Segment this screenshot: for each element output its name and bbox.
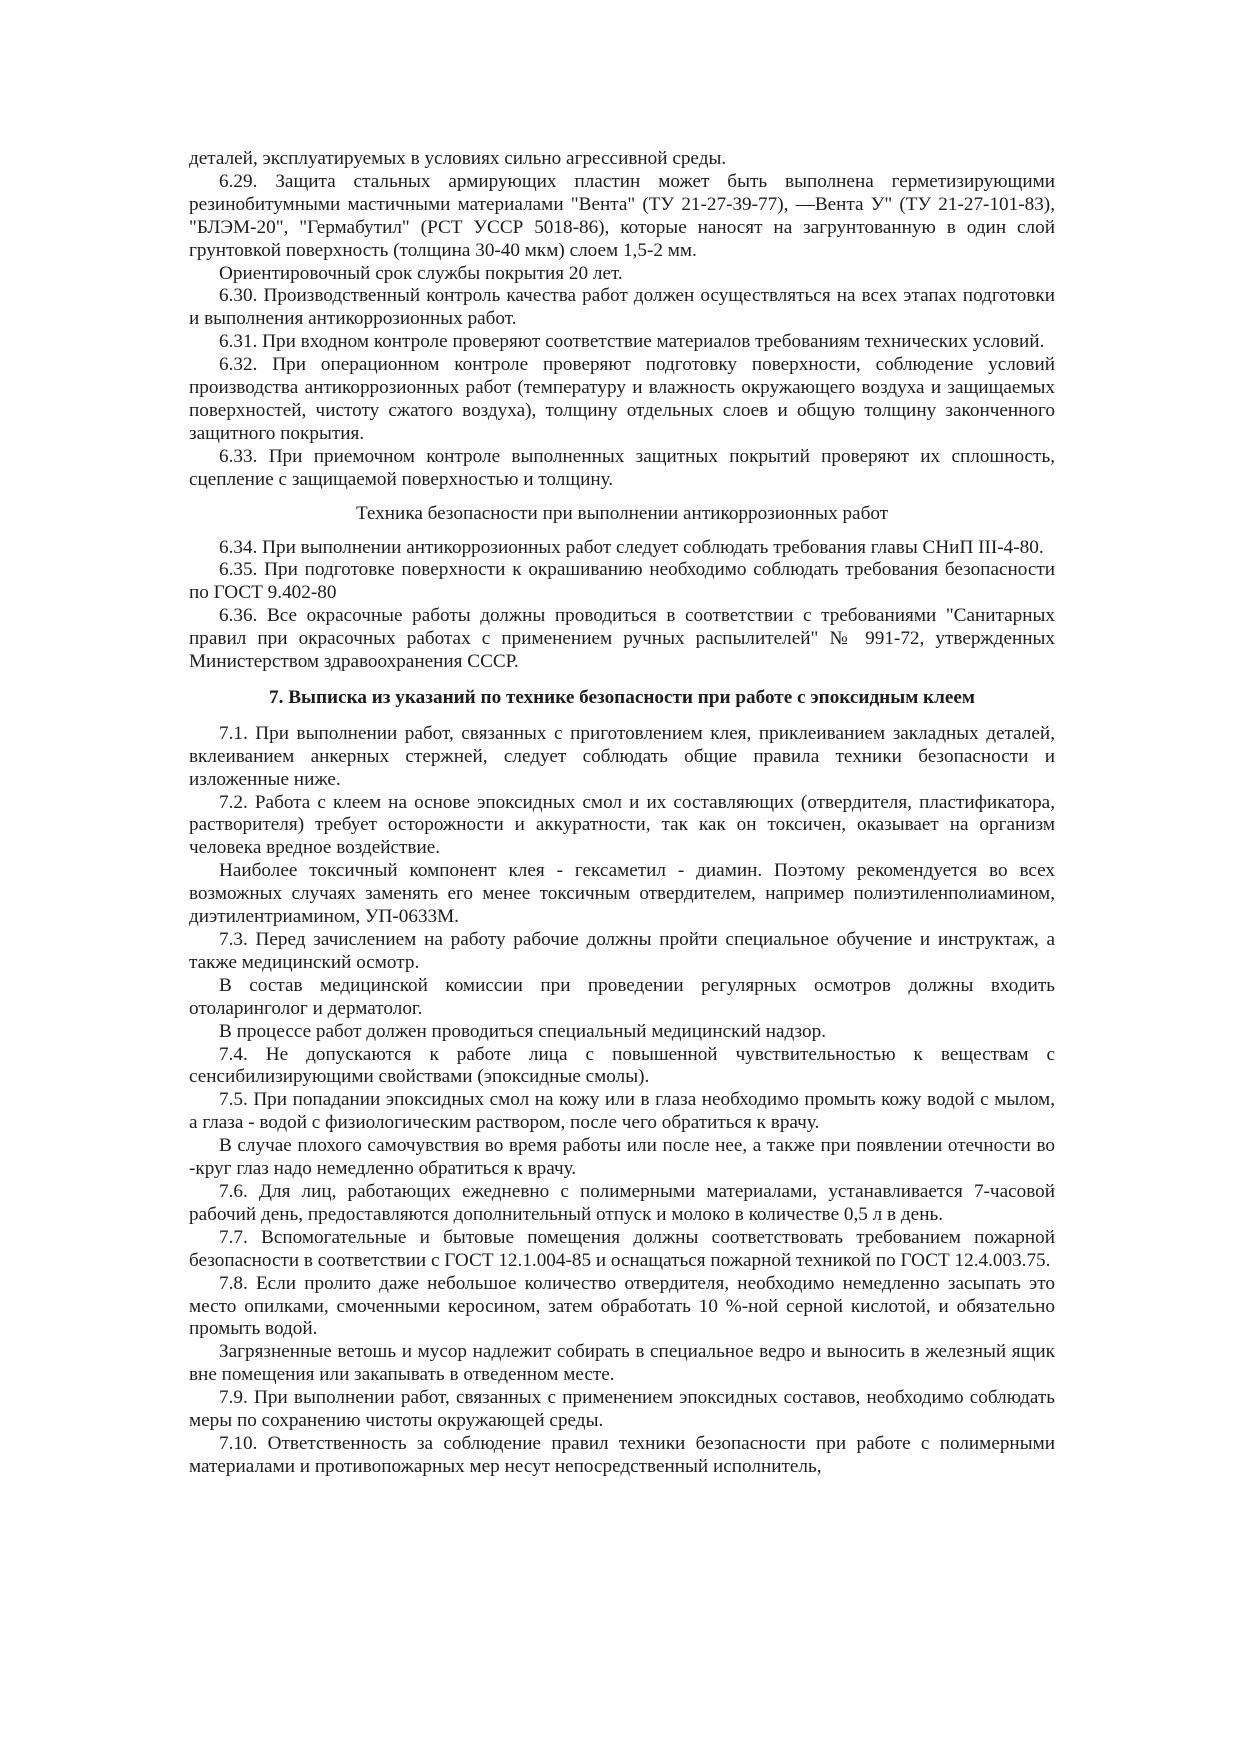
paragraph-medical-commission: В состав медицинской комиссии при проведении регулярных осмотров должны входить отоларинголог и дерматолог. <box>189 974 1055 1019</box>
paragraph-7-6: 7.6. Для лиц, работающих ежедневно с полимерными материалами, устанавливается 7-часовой рабочий день, предоставляются дополнительный отпуск и молоко в количестве 0,5 л в день. <box>189 1180 1055 1225</box>
paragraph-6-29: 6.29. Защита стальных армирующих пластин может быть выполнена герметизирующими резинобитумными мастичными материалами "Вента" (ТУ 21-27-39-77), ―Вента У" (ТУ 21-27-101-83), "БЛЭМ-20", "Гермабутил" (РСТ УССР 5018-86), которые наносят на загрунтованную в один слой грунтовкой поверхность (толщина 30-40 мкм) слоем 1,5-2 мм. <box>189 170 1055 261</box>
paragraph-6-36: 6.36. Все окрасочные работы должны проводиться в соответствии с требованиями "Санитарных правил при окрасочных работах с применением ручных распылителей" № 991-72, утвержденных Министерством здравоохранения СССР. <box>189 605 1055 673</box>
paragraph-service-life: Ориентировочный срок службы покрытия 20 лет. <box>219 262 623 284</box>
document-page <box>189 148 1055 1479</box>
paragraph-6-30: 6.30. Производственный контроль качества работ должен осуществляться на всех этапах подготовки и выполнения антикоррозионных работ. <box>189 285 1055 330</box>
paragraph-6-34: 6.34. При выполнении антикоррозионных работ следует соблюдать требования главы СНиП III-4-80. <box>219 536 1044 558</box>
safety-subheading: Техника безопасности при выполнении антикоррозионных работ <box>355 502 889 524</box>
paragraph-7-4: 7.4. Не допускаются к работе лица с повышенной чувствительностью к веществам с сенсибилизирующими свойствами (эпоксидные смолы). <box>189 1043 1055 1088</box>
paragraph-6-35: 6.35. При подготовке поверхности к окрашиванию необходимо соблюдать требования безопасности по ГОСТ 9.402-80 <box>189 559 1055 604</box>
paragraph-toxic-component: Наиболее токсичный компонент клея - гексаметил - диамин. Поэтому рекомендуется во всех возможных случаях заменять его менее токсичным отвердителем, например полиэтиленполиамином, диэтилентриамином, УП-0633М. <box>189 860 1055 928</box>
paragraph-7-8: 7.8. Если пролито даже небольшое количество отвердителя, необходимо немедленно засыпать это место опилками, смоченными керосином, затем обработать 10 %-ной серной кислотой, и обязательно промыть водой. <box>189 1272 1055 1340</box>
paragraph-6-31: 6.31. При входном контроле проверяют соответствие материалов требованиям технических условий. <box>219 331 1045 353</box>
paragraph-7-5: 7.5. При попадании эпоксидных смол на кожу или в глаза необходимо промыть кожу водой с мылом, а глаза - водой с физиологическим раствором, после чего обратиться к врачу. <box>189 1089 1055 1134</box>
paragraph-7-7: 7.7. Вспомогательные и бытовые помещения должны соответствовать требованием пожарной безопасности в соответствии с ГОСТ 12.1.004-85 и оснащаться пожарной техникой по ГОСТ 12.4.003.75. <box>189 1226 1055 1271</box>
paragraph-7-1: 7.1. При выполнении работ, связанных с приготовлением клея, приклеиванием закладных деталей, вклеиванием анкерных стержней, следует соблюдать общие правила техники безопасности и изложенные ниже. <box>189 722 1055 790</box>
paragraph-continuation: деталей, эксплуатируемых в условиях сильно агрессивной среды. <box>189 148 727 169</box>
paragraph-7-2: 7.2. Работа с клеем на основе эпоксидных смол и их составляющих (отвердителя, пластификатора, растворителя) требует осторожности и аккуратности, так как он токсичен, оказывает на организм человека вредное воздействие. <box>189 791 1055 859</box>
paragraph-6-33: 6.33. При приемочном контроле выполненных защитных покрытий проверяют их сплошность, сцепление с защищаемой поверхностью и толщину. <box>189 445 1055 490</box>
paragraph-unwell: В случае плохого самочувствия во время работы или после нее, а также при появлении отечности во -круг глаз надо немедленно обратиться к врачу. <box>189 1135 1055 1180</box>
section-7-heading: 7. Выписка из указаний по технике безопасности при работе с эпоксидным клеем <box>269 686 975 708</box>
paragraph-7-10: 7.10. Ответственность за соблюдение правил техники безопасности при работе с полимерными материалами и противопожарных мер несут непосредственный исполнитель, <box>189 1432 1055 1477</box>
paragraph-medical-supervision: В процессе работ должен проводиться специальный медицинский надзор. <box>219 1020 827 1042</box>
paragraph-7-3: 7.3. Перед зачислением на работу рабочие должны пройти специальное обучение и инструктаж, а также медицинский осмотр. <box>189 929 1055 973</box>
paragraph-rags-waste: Загрязненные ветошь и мусор надлежит собирать в специальное ведро и выносить в железный ящик вне помещения или закапывать в отведенном месте. <box>189 1341 1055 1386</box>
paragraph-6-32: 6.32. При операционном контроле проверяют подготовку поверхности, соблюдение условий производства антикоррозионных работ (температуру и влажность окружающего воздуха и защищаемых поверхностей, чистоту сжатого воздуха), толщину отдельных слоев и общую толщину законченного защитного покрытия. <box>189 354 1055 444</box>
paragraph-7-9: 7.9. При выполнении работ, связанных с применением эпоксидных составов, необходимо соблюдать меры по сохранению чистоты окружающей среды. <box>189 1387 1055 1432</box>
